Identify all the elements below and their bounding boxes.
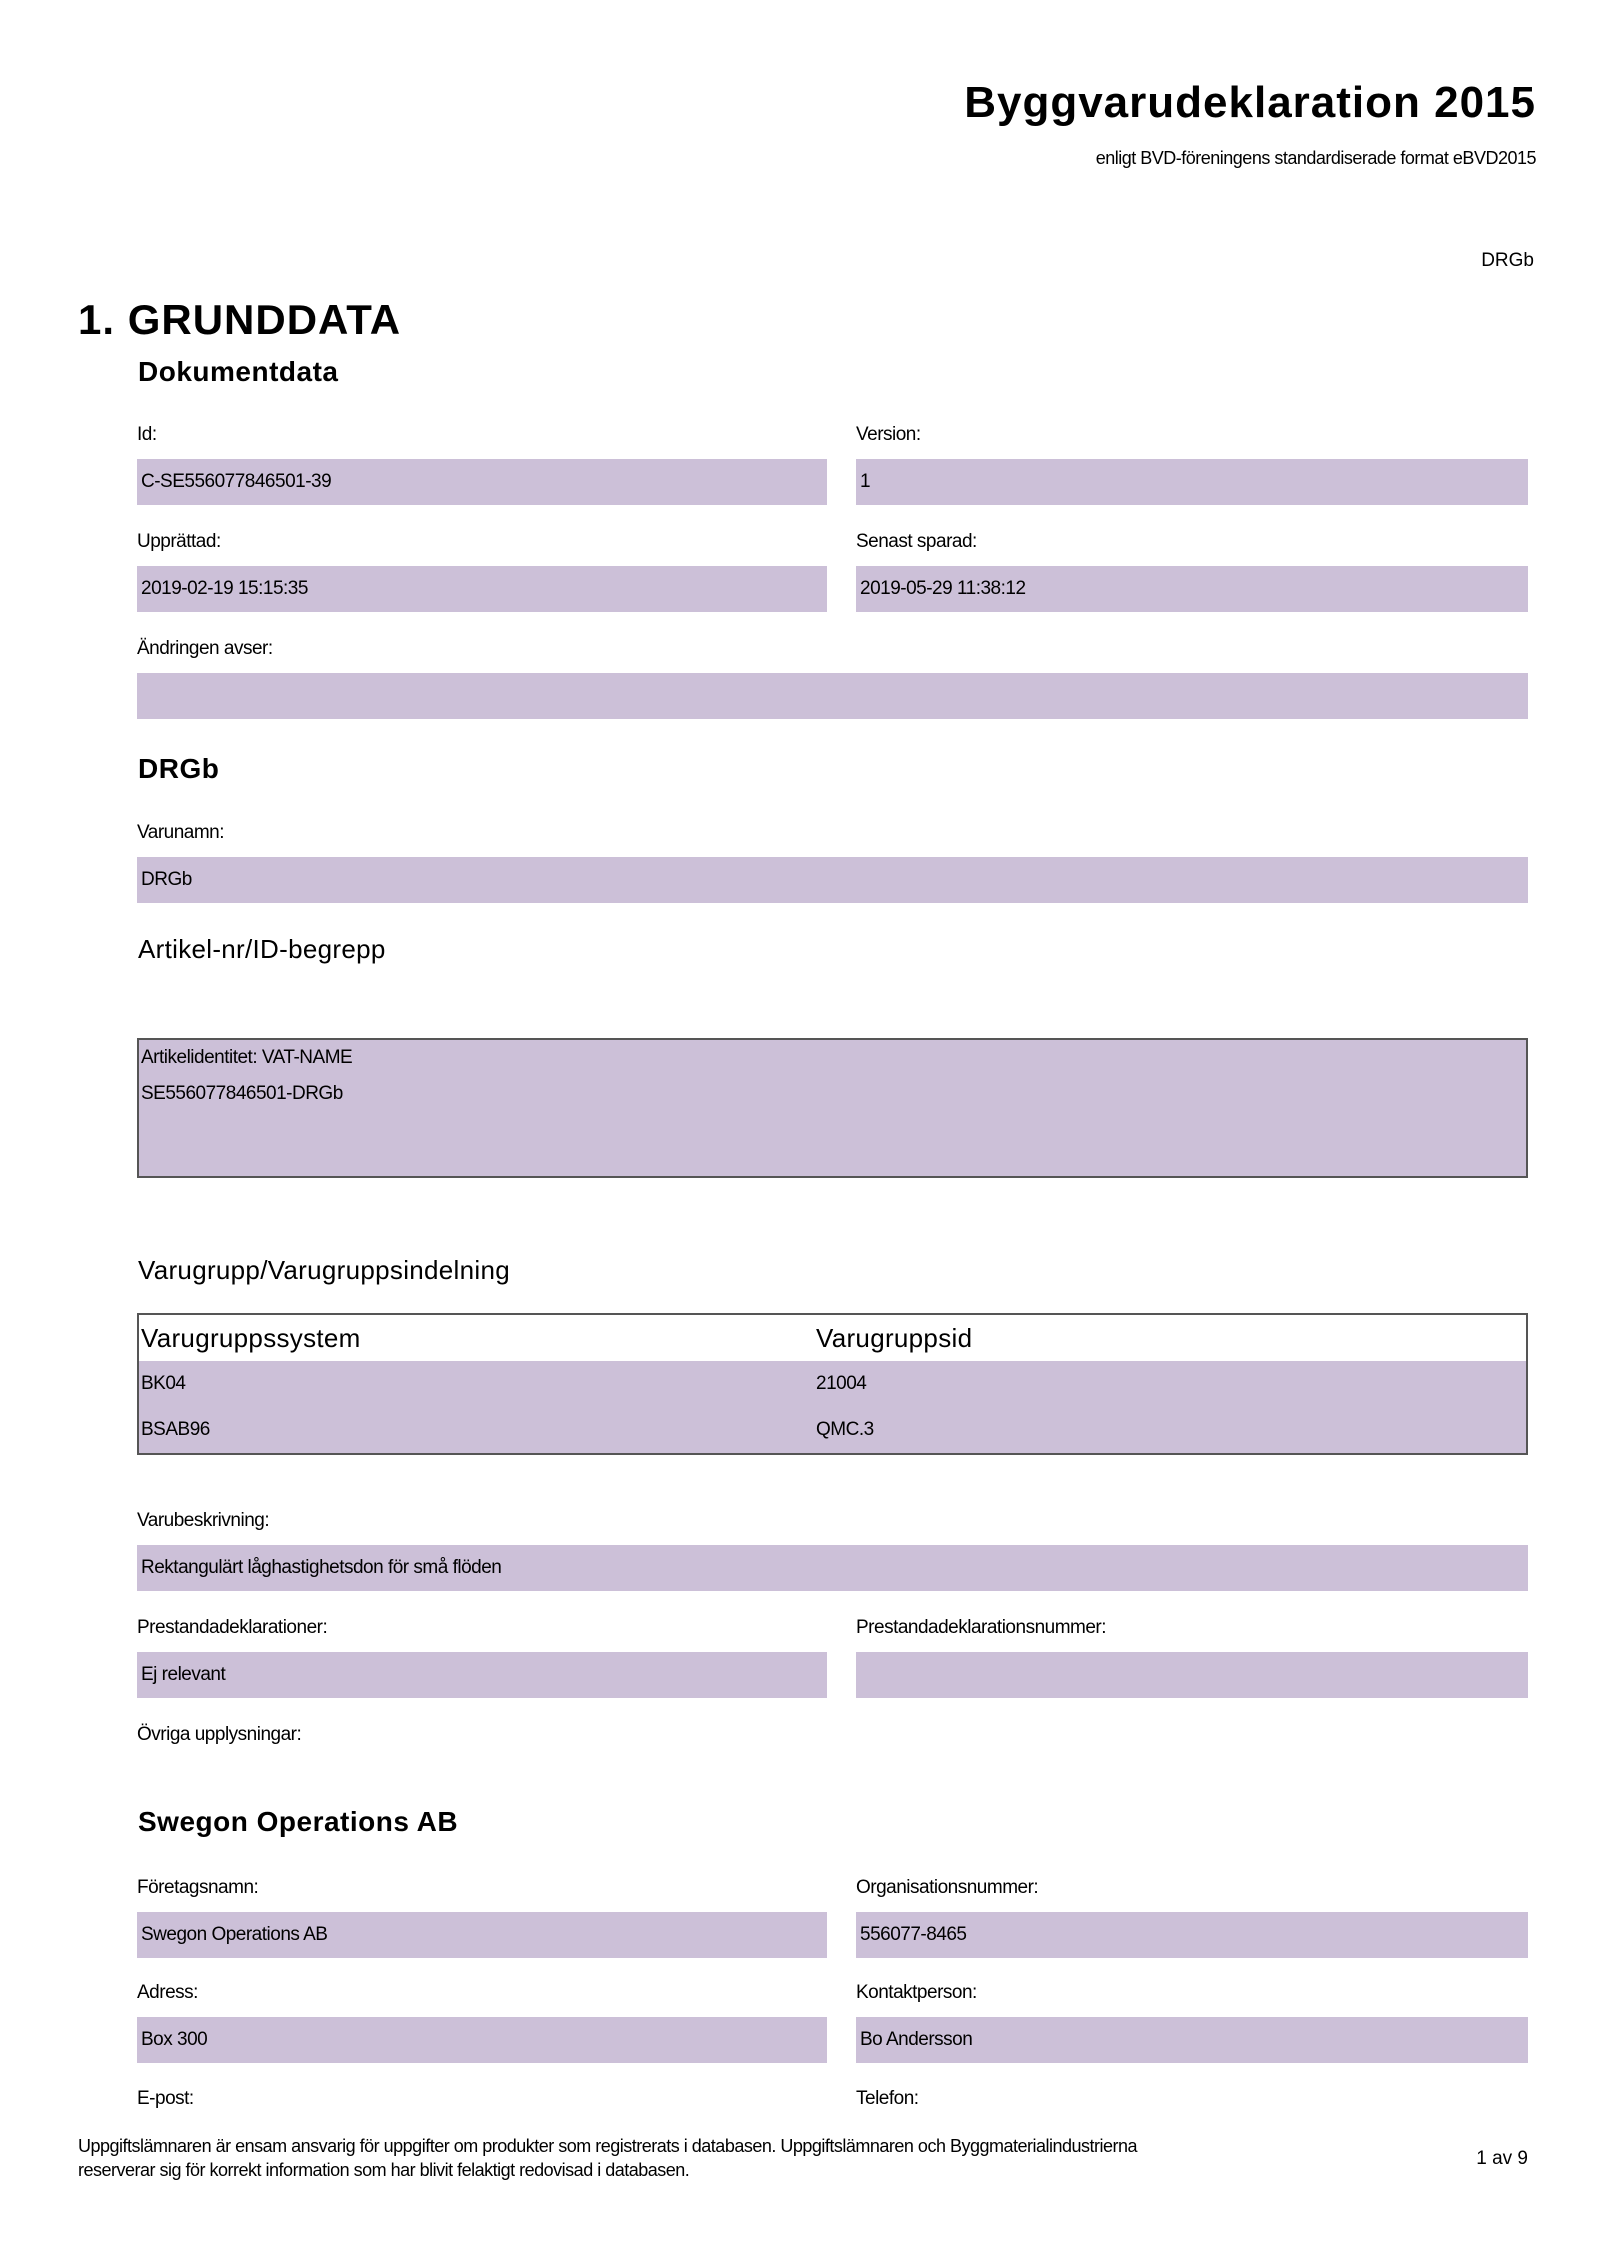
telefon-label: Telefon: [856,2088,919,2109]
prestandanr-label: Prestandadeklarationsnummer: [856,1617,1107,1638]
artikel-box [137,1038,1528,1178]
upprattad-label: Upprättad: [137,531,221,552]
varubeskrivning-label: Varubeskrivning: [137,1510,270,1531]
table-cell: BSAB96 [138,1407,814,1454]
epost-label: E-post: [137,2088,194,2109]
section-title: 1. GRUNDDATA [78,296,402,343]
table-cell: 21004 [814,1361,1527,1407]
artikel-heading: Artikel-nr/ID-begrepp [138,934,386,964]
dokumentdata-heading: Dokumentdata [138,356,339,387]
ovriga-label: Övriga upplysningar: [137,1724,302,1745]
version-field: 1 [856,459,1528,505]
column-header: Varugruppssystem [138,1314,814,1361]
page-number: 1 av 9 [1476,2148,1528,2169]
table-row [138,1407,1527,1454]
product-code: DRGb [1481,250,1534,271]
varugrupp-table [137,1313,1528,1455]
orgnr-field: 556077-8465 [856,1912,1528,1958]
adress-field: Box 300 [137,2017,827,2063]
kontaktperson-label: Kontaktperson: [856,1982,977,2003]
company-heading: Swegon Operations AB [138,1806,459,1837]
adress-label: Adress: [137,1982,198,2003]
foretagsnamn-label: Företagsnamn: [137,1877,259,1898]
andring-field [137,673,1528,719]
prestanda-label: Prestandadeklarationer: [137,1617,328,1638]
varunamn-label: Varunamn: [137,822,225,843]
senast-sparad-label: Senast sparad: [856,531,977,552]
table-header-row [138,1314,1527,1361]
table-cell: QMC.3 [814,1407,1527,1454]
senast-sparad-field: 2019-05-29 11:38:12 [856,566,1528,612]
document-subtitle: enligt BVD-föreningens standardiserade format eBVD2015 [1095,148,1536,168]
varugrupp-heading: Varugrupp/Varugruppsindelning [138,1255,510,1285]
varubeskrivning-field: Rektangulärt låghastighetsdon för små flöden [137,1545,1528,1591]
column-header: Varugruppsid [814,1314,1527,1361]
prestanda-field: Ej relevant [137,1652,827,1698]
varunamn-field: DRGb [137,857,1528,903]
kontaktperson-field: Bo Andersson [856,2017,1528,2063]
footer-disclaimer: Uppgiftslämnaren är ensam ansvarig för uppgifter om produkter som registrerats i databasen. Uppgiftslämnaren och Byggmaterialindustrierna reserverar sig för korrekt information som har blivit felaktigt redovisad i databasen. [78,2136,1138,2180]
id-label: Id: [137,424,157,445]
artikel-value: SE556077846501-DRGb [141,1083,343,1104]
version-label: Version: [856,424,921,445]
andring-label: Ändringen avser: [137,638,273,659]
foretagsnamn-field: Swegon Operations AB [137,1912,827,1958]
table-cell: BK04 [138,1361,814,1407]
prestandanr-field [856,1652,1528,1698]
artikel-identitet: Artikelidentitet: VAT-NAME [141,1047,353,1068]
upprattad-field: 2019-02-19 15:15:35 [137,566,827,612]
id-field: C-SE556077846501-39 [137,459,827,505]
table-row [138,1361,1527,1407]
product-heading: DRGb [138,753,220,784]
document-title: Byggvarudeklaration 2015 [964,78,1536,127]
orgnr-label: Organisationsnummer: [856,1877,1039,1898]
